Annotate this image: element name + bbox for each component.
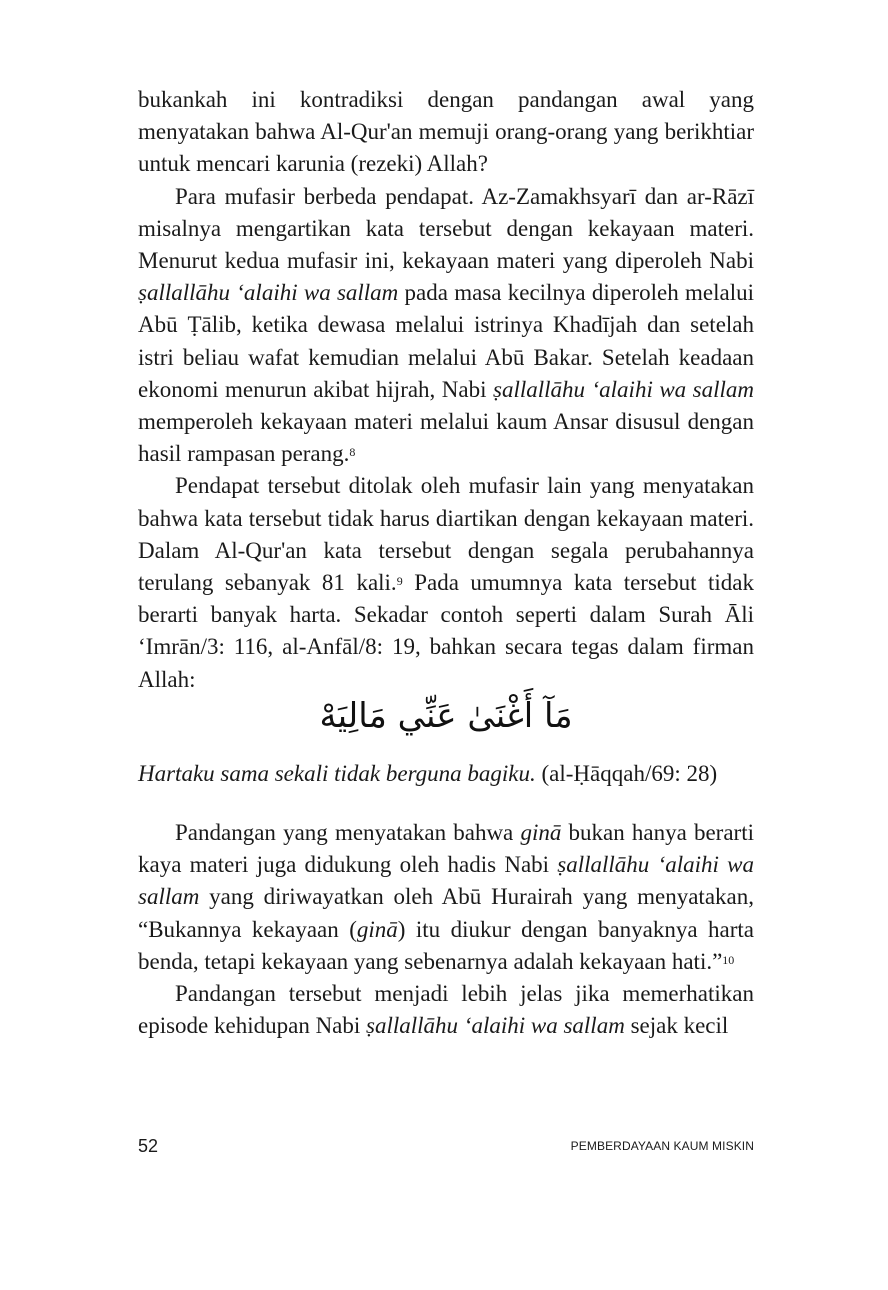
quran-verse-arabic: مَآ أَغْنَىٰ عَنِّي مَالِيَهْ (319, 696, 573, 736)
paragraph-1: bukankah ini kontradiksi dengan pandangan awal yang menyatakan bahwa Al-Qur'an memuji orang-orang yang berikhtiar untuk mencari karunia (rezeki) Allah? (138, 87, 754, 177)
page-number: 52 (138, 1136, 159, 1156)
paragraph-3: Pendapat tersebut ditolak oleh mufasir lain yang menyatakan bahwa kata tersebut tidak harus diartikan dengan kekayaan materi. Dalam Al-Qur'an kata tersebut dengan segala perubahannya terulang sebanyak 81 kali.$^9$ Pada umumnya kata tersebut tidak berarti banyak harta. Sekadar contoh seperti dalam Surah Āli ‘Imrān/3: 116, al-Anfāl/8: 19, bahkan secara tegas dalam firman Allah: (138, 473, 754, 692)
running-title: PEMBERDAYAAN KAUM MISKIN (570, 1139, 754, 1153)
body-text-bottom (138, 817, 754, 1042)
paragraph-2: Para mufasir berbeda pendapat. Az-Zamakhsyarī dan ar-Rāzī misalnya mengartikan kata tersebut dengan kekayaan materi. Menurut kedua mufasir ini, kekayaan materi yang diperoleh Nabi ṣallallāhu ‘alaihi wa sallam pada masa kecilnya diperoleh melalui Abū Ṭālib, ketika dewasa melalui istrinya Khadījah dan setelah istri beliau wafat kemudian melalui Abū Bakar. Setelah keadaan ekonomi menurun akibat hijrah, Nabi ṣallallāhu ‘alaihi wa sallam memperoleh kekayaan materi melalui kaum Ansar disusul dengan hasil rampasan perang.$^8$ (138, 183, 754, 467)
footnote-marker-9: 9 (396, 574, 403, 589)
verse-translation: Hartaku sama sekali tidak berguna bagiku. (al-Ḥāqqah/69: 28) (138, 761, 718, 786)
body-text-top (138, 84, 754, 696)
footnote-marker-10: 10 (722, 952, 735, 967)
paragraph-5: Pandangan tersebut menjadi lebih jelas jika memerhatikan episode kehidupan Nabi ṣallallāhu ‘alaihi wa sallam sejak kecil (138, 981, 754, 1039)
paragraph-4: Pandangan yang menyatakan bahwa ginā bukan hanya berarti kaya materi juga didukung oleh hadis Nabi ṣallallāhu ‘alaihi wa sallam yang diriwayatkan oleh Abū Hurairah yang menyatakan, “Bukannya kekayaan (ginā) itu diukur dengan banyaknya harta benda, tetapi kekayaan yang sebenarnya adalah kekayaan hati.”$^{10}$ (138, 820, 754, 974)
footnote-marker-8: 8 (349, 445, 356, 460)
quran-verse-block (138, 692, 754, 740)
